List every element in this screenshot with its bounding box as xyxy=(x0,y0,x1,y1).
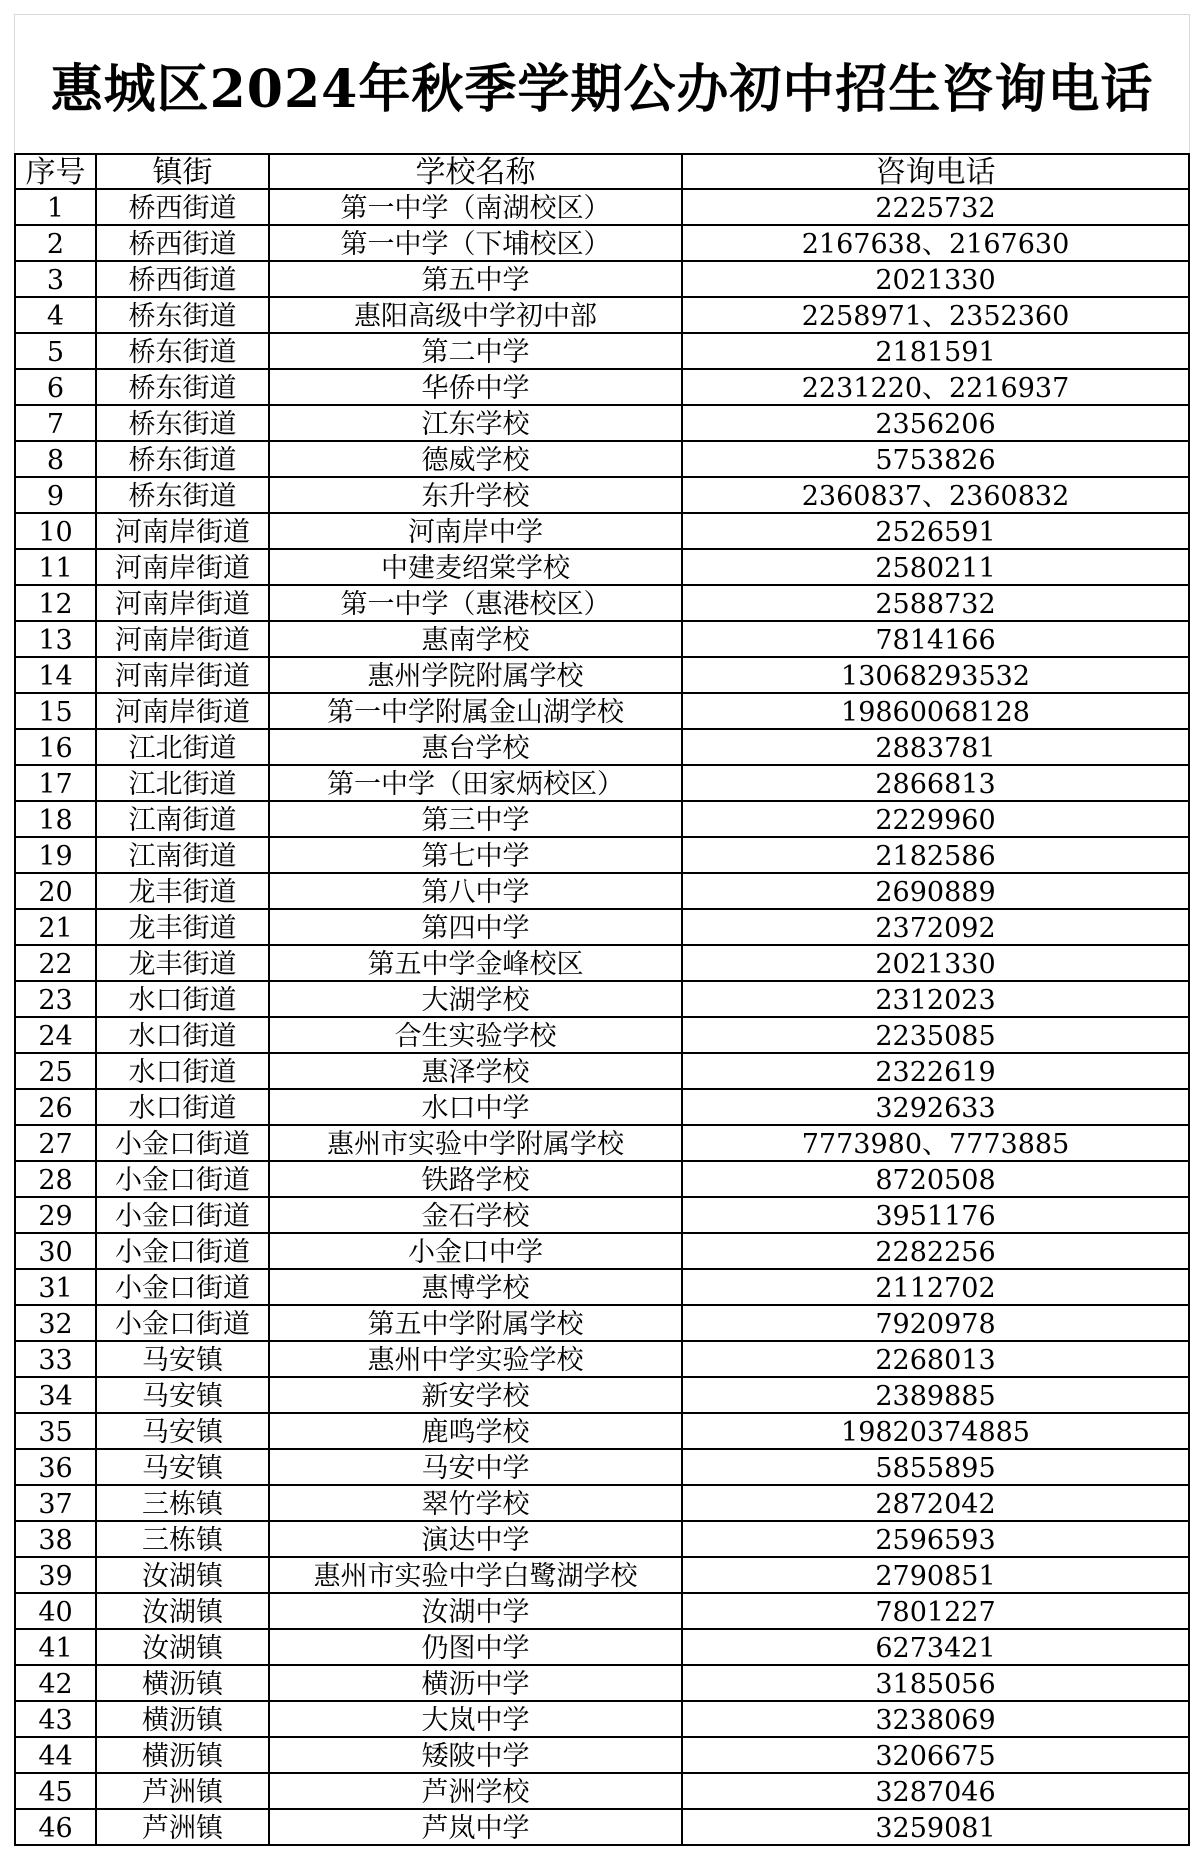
school-name-cell: 第五中学金峰校区 xyxy=(269,945,682,981)
school-name-cell: 第五中学附属学校 xyxy=(269,1305,682,1341)
phone-cell: 2866813 xyxy=(682,765,1189,801)
street-cell: 小金口街道 xyxy=(96,1305,269,1341)
serial-number-cell: 29 xyxy=(15,1197,96,1233)
serial-number-cell: 7 xyxy=(15,405,96,441)
serial-number-cell: 34 xyxy=(15,1377,96,1413)
street-cell: 汝湖镇 xyxy=(96,1557,269,1593)
serial-number-cell: 23 xyxy=(15,981,96,1017)
school-name-cell: 第八中学 xyxy=(269,873,682,909)
phone-cell: 3206675 xyxy=(682,1737,1189,1773)
table-row xyxy=(15,369,1189,405)
table-row xyxy=(15,1053,1189,1089)
table-row xyxy=(15,765,1189,801)
table-row xyxy=(15,1413,1189,1449)
phone-cell: 19860068128 xyxy=(682,693,1189,729)
serial-number-cell: 38 xyxy=(15,1521,96,1557)
table-body xyxy=(15,189,1189,1845)
street-cell: 江北街道 xyxy=(96,729,269,765)
street-cell: 江南街道 xyxy=(96,801,269,837)
serial-number-cell: 40 xyxy=(15,1593,96,1629)
school-name-cell: 惠州中学实验学校 xyxy=(269,1341,682,1377)
phone-cell: 3287046 xyxy=(682,1773,1189,1809)
table-row xyxy=(15,1305,1189,1341)
school-name-cell: 演达中学 xyxy=(269,1521,682,1557)
school-name-cell: 东升学校 xyxy=(269,477,682,513)
table-row xyxy=(15,621,1189,657)
street-cell: 马安镇 xyxy=(96,1449,269,1485)
phone-cell: 2231220、2216937 xyxy=(682,369,1189,405)
serial-number-cell: 32 xyxy=(15,1305,96,1341)
phone-cell: 2229960 xyxy=(682,801,1189,837)
street-cell: 河南岸街道 xyxy=(96,657,269,693)
serial-number-cell: 45 xyxy=(15,1773,96,1809)
school-name-cell: 第四中学 xyxy=(269,909,682,945)
phone-cell: 2112702 xyxy=(682,1269,1189,1305)
table-row xyxy=(15,909,1189,945)
phone-cell: 5753826 xyxy=(682,441,1189,477)
street-cell: 水口街道 xyxy=(96,981,269,1017)
street-cell: 马安镇 xyxy=(96,1413,269,1449)
school-name-cell: 仍图中学 xyxy=(269,1629,682,1665)
spreadsheet xyxy=(14,14,1190,1846)
table-row xyxy=(15,1809,1189,1845)
table-row xyxy=(15,549,1189,585)
serial-number-cell: 10 xyxy=(15,513,96,549)
street-cell: 小金口街道 xyxy=(96,1125,269,1161)
phone-cell: 2883781 xyxy=(682,729,1189,765)
phone-cell: 3259081 xyxy=(682,1809,1189,1845)
table-row xyxy=(15,693,1189,729)
street-cell: 龙丰街道 xyxy=(96,873,269,909)
title-cell xyxy=(14,14,1190,153)
school-name-cell: 第一中学（南湖校区） xyxy=(269,189,682,225)
header-serial-number: 序号 xyxy=(15,154,96,189)
table-row xyxy=(15,333,1189,369)
phone-cell: 2167638、2167630 xyxy=(682,225,1189,261)
table-row xyxy=(15,801,1189,837)
phone-cell: 2235085 xyxy=(682,1017,1189,1053)
school-name-cell: 中建麦绍棠学校 xyxy=(269,549,682,585)
phone-cell: 5855895 xyxy=(682,1449,1189,1485)
table-row xyxy=(15,657,1189,693)
street-cell: 桥西街道 xyxy=(96,261,269,297)
school-name-cell: 合生实验学校 xyxy=(269,1017,682,1053)
street-cell: 汝湖镇 xyxy=(96,1629,269,1665)
street-cell: 江北街道 xyxy=(96,765,269,801)
phone-cell: 3292633 xyxy=(682,1089,1189,1125)
phone-cell: 2690889 xyxy=(682,873,1189,909)
phone-cell: 2322619 xyxy=(682,1053,1189,1089)
school-name-cell: 惠阳高级中学初中部 xyxy=(269,297,682,333)
serial-number-cell: 5 xyxy=(15,333,96,369)
street-cell: 河南岸街道 xyxy=(96,693,269,729)
table-row xyxy=(15,477,1189,513)
school-name-cell: 华侨中学 xyxy=(269,369,682,405)
table-row xyxy=(15,1341,1189,1377)
document-title: 惠城区2024年秋季学期公办初中招生咨询电话 xyxy=(50,58,1154,120)
table-row xyxy=(15,1485,1189,1521)
phone-cell: 6273421 xyxy=(682,1629,1189,1665)
serial-number-cell: 24 xyxy=(15,1017,96,1053)
table-row xyxy=(15,261,1189,297)
school-name-cell: 芦岚中学 xyxy=(269,1809,682,1845)
serial-number-cell: 11 xyxy=(15,549,96,585)
serial-number-cell: 6 xyxy=(15,369,96,405)
phone-cell: 2596593 xyxy=(682,1521,1189,1557)
phone-cell: 2790851 xyxy=(682,1557,1189,1593)
serial-number-cell: 36 xyxy=(15,1449,96,1485)
phone-cell: 2312023 xyxy=(682,981,1189,1017)
serial-number-cell: 25 xyxy=(15,1053,96,1089)
phone-cell: 2588732 xyxy=(682,585,1189,621)
street-cell: 桥西街道 xyxy=(96,225,269,261)
table-row xyxy=(15,1197,1189,1233)
table-row xyxy=(15,981,1189,1017)
school-name-cell: 横沥中学 xyxy=(269,1665,682,1701)
table-row xyxy=(15,513,1189,549)
serial-number-cell: 1 xyxy=(15,189,96,225)
street-cell: 马安镇 xyxy=(96,1341,269,1377)
serial-number-cell: 8 xyxy=(15,441,96,477)
serial-number-cell: 42 xyxy=(15,1665,96,1701)
phone-cell: 7920978 xyxy=(682,1305,1189,1341)
serial-number-cell: 39 xyxy=(15,1557,96,1593)
table-row xyxy=(15,405,1189,441)
header-row xyxy=(15,154,1189,189)
table-row xyxy=(15,873,1189,909)
street-cell: 桥东街道 xyxy=(96,405,269,441)
school-name-cell: 马安中学 xyxy=(269,1449,682,1485)
serial-number-cell: 19 xyxy=(15,837,96,873)
street-cell: 横沥镇 xyxy=(96,1737,269,1773)
street-cell: 桥东街道 xyxy=(96,477,269,513)
street-cell: 桥东街道 xyxy=(96,333,269,369)
phone-cell: 7801227 xyxy=(682,1593,1189,1629)
table-row xyxy=(15,945,1189,981)
serial-number-cell: 30 xyxy=(15,1233,96,1269)
serial-number-cell: 15 xyxy=(15,693,96,729)
phone-cell: 2268013 xyxy=(682,1341,1189,1377)
serial-number-cell: 16 xyxy=(15,729,96,765)
school-name-cell: 江东学校 xyxy=(269,405,682,441)
phone-cell: 2225732 xyxy=(682,189,1189,225)
school-name-cell: 第二中学 xyxy=(269,333,682,369)
table-row xyxy=(15,441,1189,477)
serial-number-cell: 2 xyxy=(15,225,96,261)
table-row xyxy=(15,585,1189,621)
street-cell: 河南岸街道 xyxy=(96,585,269,621)
street-cell: 三栋镇 xyxy=(96,1485,269,1521)
street-cell: 桥西街道 xyxy=(96,189,269,225)
school-name-cell: 惠州市实验中学附属学校 xyxy=(269,1125,682,1161)
header-street: 镇街 xyxy=(96,154,269,189)
phone-cell: 2021330 xyxy=(682,945,1189,981)
school-name-cell: 芦洲学校 xyxy=(269,1773,682,1809)
school-name-cell: 第一中学（田家炳校区） xyxy=(269,765,682,801)
serial-number-cell: 37 xyxy=(15,1485,96,1521)
table-row xyxy=(15,1593,1189,1629)
table-row xyxy=(15,837,1189,873)
street-cell: 桥东街道 xyxy=(96,297,269,333)
school-name-cell: 惠州市实验中学白鹭湖学校 xyxy=(269,1557,682,1593)
phone-cell: 2282256 xyxy=(682,1233,1189,1269)
school-name-cell: 惠南学校 xyxy=(269,621,682,657)
table-row xyxy=(15,1377,1189,1413)
phone-cell: 2258971、2352360 xyxy=(682,297,1189,333)
street-cell: 横沥镇 xyxy=(96,1665,269,1701)
school-phone-table xyxy=(14,153,1190,1846)
table-row xyxy=(15,1737,1189,1773)
street-cell: 小金口街道 xyxy=(96,1197,269,1233)
phone-cell: 3238069 xyxy=(682,1701,1189,1737)
school-name-cell: 大岚中学 xyxy=(269,1701,682,1737)
phone-cell: 2526591 xyxy=(682,513,1189,549)
street-cell: 三栋镇 xyxy=(96,1521,269,1557)
serial-number-cell: 3 xyxy=(15,261,96,297)
school-name-cell: 惠台学校 xyxy=(269,729,682,765)
school-name-cell: 第一中学（下埔校区） xyxy=(269,225,682,261)
serial-number-cell: 22 xyxy=(15,945,96,981)
school-name-cell: 汝湖中学 xyxy=(269,1593,682,1629)
serial-number-cell: 46 xyxy=(15,1809,96,1845)
school-name-cell: 新安学校 xyxy=(269,1377,682,1413)
table-row xyxy=(15,1665,1189,1701)
school-name-cell: 小金口中学 xyxy=(269,1233,682,1269)
street-cell: 桥东街道 xyxy=(96,369,269,405)
table-row xyxy=(15,1125,1189,1161)
school-name-cell: 第一中学附属金山湖学校 xyxy=(269,693,682,729)
street-cell: 芦洲镇 xyxy=(96,1773,269,1809)
street-cell: 河南岸街道 xyxy=(96,513,269,549)
street-cell: 水口街道 xyxy=(96,1017,269,1053)
street-cell: 龙丰街道 xyxy=(96,909,269,945)
serial-number-cell: 18 xyxy=(15,801,96,837)
serial-number-cell: 9 xyxy=(15,477,96,513)
table-row xyxy=(15,189,1189,225)
table-row xyxy=(15,1773,1189,1809)
serial-number-cell: 14 xyxy=(15,657,96,693)
table-row xyxy=(15,1629,1189,1665)
serial-number-cell: 12 xyxy=(15,585,96,621)
phone-cell: 2372092 xyxy=(682,909,1189,945)
table-row xyxy=(15,1017,1189,1053)
phone-cell: 7773980、7773885 xyxy=(682,1125,1189,1161)
phone-cell: 8720508 xyxy=(682,1161,1189,1197)
street-cell: 河南岸街道 xyxy=(96,621,269,657)
table-row xyxy=(15,729,1189,765)
school-name-cell: 铁路学校 xyxy=(269,1161,682,1197)
phone-cell: 7814166 xyxy=(682,621,1189,657)
table-row xyxy=(15,1233,1189,1269)
phone-cell: 3951176 xyxy=(682,1197,1189,1233)
phone-cell: 2021330 xyxy=(682,261,1189,297)
serial-number-cell: 33 xyxy=(15,1341,96,1377)
street-cell: 江南街道 xyxy=(96,837,269,873)
serial-number-cell: 4 xyxy=(15,297,96,333)
phone-cell: 2580211 xyxy=(682,549,1189,585)
serial-number-cell: 44 xyxy=(15,1737,96,1773)
header-school-name: 学校名称 xyxy=(269,154,682,189)
street-cell: 汝湖镇 xyxy=(96,1593,269,1629)
phone-cell: 19820374885 xyxy=(682,1413,1189,1449)
serial-number-cell: 28 xyxy=(15,1161,96,1197)
school-name-cell: 第七中学 xyxy=(269,837,682,873)
serial-number-cell: 35 xyxy=(15,1413,96,1449)
school-name-cell: 金石学校 xyxy=(269,1197,682,1233)
table-row xyxy=(15,1701,1189,1737)
school-name-cell: 惠泽学校 xyxy=(269,1053,682,1089)
school-name-cell: 河南岸中学 xyxy=(269,513,682,549)
serial-number-cell: 17 xyxy=(15,765,96,801)
phone-cell: 2360837、2360832 xyxy=(682,477,1189,513)
school-name-cell: 惠州学院附属学校 xyxy=(269,657,682,693)
phone-cell: 2181591 xyxy=(682,333,1189,369)
school-name-cell: 大湖学校 xyxy=(269,981,682,1017)
table-row xyxy=(15,1089,1189,1125)
table-row xyxy=(15,1521,1189,1557)
phone-cell: 2182586 xyxy=(682,837,1189,873)
street-cell: 桥东街道 xyxy=(96,441,269,477)
serial-number-cell: 43 xyxy=(15,1701,96,1737)
serial-number-cell: 13 xyxy=(15,621,96,657)
street-cell: 河南岸街道 xyxy=(96,549,269,585)
table-row xyxy=(15,1269,1189,1305)
street-cell: 水口街道 xyxy=(96,1053,269,1089)
school-name-cell: 矮陂中学 xyxy=(269,1737,682,1773)
header-phone: 咨询电话 xyxy=(682,154,1189,189)
serial-number-cell: 31 xyxy=(15,1269,96,1305)
serial-number-cell: 20 xyxy=(15,873,96,909)
street-cell: 小金口街道 xyxy=(96,1269,269,1305)
school-name-cell: 第一中学（惠港校区） xyxy=(269,585,682,621)
street-cell: 马安镇 xyxy=(96,1377,269,1413)
phone-cell: 2389885 xyxy=(682,1377,1189,1413)
street-cell: 小金口街道 xyxy=(96,1233,269,1269)
table-row xyxy=(15,297,1189,333)
serial-number-cell: 26 xyxy=(15,1089,96,1125)
school-name-cell: 翠竹学校 xyxy=(269,1485,682,1521)
table-row xyxy=(15,1449,1189,1485)
serial-number-cell: 41 xyxy=(15,1629,96,1665)
table-row xyxy=(15,1161,1189,1197)
school-name-cell: 德威学校 xyxy=(269,441,682,477)
table-row xyxy=(15,225,1189,261)
street-cell: 芦洲镇 xyxy=(96,1809,269,1845)
school-name-cell: 水口中学 xyxy=(269,1089,682,1125)
street-cell: 横沥镇 xyxy=(96,1701,269,1737)
phone-cell: 3185056 xyxy=(682,1665,1189,1701)
phone-cell: 2356206 xyxy=(682,405,1189,441)
serial-number-cell: 27 xyxy=(15,1125,96,1161)
street-cell: 小金口街道 xyxy=(96,1161,269,1197)
street-cell: 水口街道 xyxy=(96,1089,269,1125)
school-name-cell: 惠博学校 xyxy=(269,1269,682,1305)
school-name-cell: 鹿鸣学校 xyxy=(269,1413,682,1449)
phone-cell: 13068293532 xyxy=(682,657,1189,693)
street-cell: 龙丰街道 xyxy=(96,945,269,981)
table-row xyxy=(15,1557,1189,1593)
school-name-cell: 第五中学 xyxy=(269,261,682,297)
phone-cell: 2872042 xyxy=(682,1485,1189,1521)
school-name-cell: 第三中学 xyxy=(269,801,682,837)
serial-number-cell: 21 xyxy=(15,909,96,945)
